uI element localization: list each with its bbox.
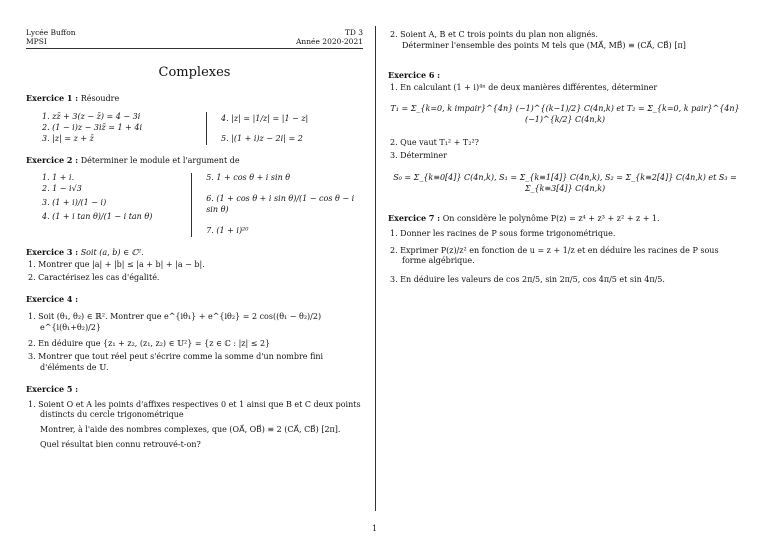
document-title: Complexes bbox=[158, 64, 231, 80]
list-item: 3. (1 + i)/(1 − i) bbox=[42, 198, 107, 208]
list-item: 5. |(1 + i)z − 2i| = 2 bbox=[221, 133, 303, 143]
list-item: 4. |z| = |1/z| = |1 − z| bbox=[221, 114, 309, 124]
right-column bbox=[388, 28, 742, 286]
list-item: 3. |z| = z + z̄ bbox=[42, 133, 94, 143]
exercise-heading: Exercice 7 : bbox=[388, 212, 441, 223]
list-item: 4. (1 + i tan θ)/(1 − i tan θ) bbox=[42, 211, 153, 221]
page-number: 1 bbox=[372, 524, 378, 533]
list-item: 1. 1 + i. bbox=[42, 173, 75, 183]
exercise-heading: Exercice 1 : bbox=[26, 93, 79, 104]
exercise-3 bbox=[26, 247, 363, 284]
list-item: 5. 1 + cos θ + i sin θ bbox=[206, 173, 291, 183]
exercise-intro: On considère le polynôme P(z) = z⁴ + z³ + z² + z + 1. bbox=[442, 213, 660, 223]
exercise-heading: Exercice 4 : bbox=[26, 294, 79, 305]
exercise-2 bbox=[26, 155, 363, 237]
formula-t1-t2: T₁ = Σ_{k=0, k impair}^{4n} (−1)^{(k−1)/2} C(4n,k) et T₂ = Σ_{k=0, k pair}^{4n} (−1)^{k/2} C(4n,k) bbox=[390, 104, 740, 124]
list-item: 1. Montrer que |a| + |b| ≤ |a + b| + |a − b|. bbox=[28, 260, 205, 270]
list-item: 3. Déterminer bbox=[390, 150, 447, 160]
list-item: 2. 1 − i√3 bbox=[42, 184, 82, 194]
exercise-6 bbox=[388, 70, 742, 195]
list-item: 2. Soient A, B et C trois points du plan non alignés. bbox=[390, 30, 598, 39]
list-item: 1. Soit (θ₁, θ₂) ∈ ℝ². Montrer que e^{iθ₁} + e^{iθ₂} = 2 cos((θ₁ − θ₂)/2) e^{i(θ₁+θ₂)/2} bbox=[28, 311, 322, 332]
td-number: TD 3 bbox=[344, 28, 363, 37]
list-item: 1. Soient O et A les points d'affixes respectives 0 et 1 ainsi que B et C deux points distincts du cercle trigonométrique bbox=[28, 399, 361, 420]
list-item: 2. Que vaut T₁² + T₂²? bbox=[390, 137, 479, 147]
list-item: Quel résultat bien connu retrouvé-t-on? bbox=[40, 440, 201, 450]
list-item: 7. (1 + i)²⁰ bbox=[206, 225, 249, 235]
page-header bbox=[26, 28, 363, 49]
list-item: 2. Caractérisez les cas d'égalité. bbox=[28, 273, 160, 283]
list-item: 3. Montrer que tout réel peut s'écrire comme la somme d'un nombre fini d'éléments de 𝕌. bbox=[28, 352, 324, 373]
exercise-intro: Résoudre bbox=[80, 94, 120, 104]
exercise-4 bbox=[26, 294, 363, 374]
list-item: 1. En calculant (1 + i)⁴ⁿ de deux manières différentes, déterminer bbox=[390, 83, 658, 93]
list-item: Montrer, à l'aide des nombres complexes, que (OA⃗, OB⃗) ≡ 2 (CA⃗, CB⃗) [2π]. bbox=[40, 425, 341, 435]
column-divider bbox=[375, 26, 376, 511]
formula-s-sums: S₀ = Σ_{k≡0[4]} C(4n,k), S₁ = Σ_{k≡1[4]} C(4n,k), S₂ = Σ_{k≡2[4]} C(4n,k) et S₃ = Σ_{k≡3[4]} C(4n,k) bbox=[393, 173, 737, 194]
list-item: 2. En déduire que {z₁ + z₂, (z₁, z₂) ∈ 𝕌²} = {z ∈ ℂ : |z| ≤ 2} bbox=[28, 339, 271, 349]
list-item: 1. Donner les racines de P sous forme trigonométrique. bbox=[390, 228, 616, 238]
exercise-1 bbox=[26, 93, 363, 144]
school-name: Lycée Buffon bbox=[26, 28, 76, 37]
exercise-heading: Exercice 5 : bbox=[26, 383, 79, 394]
exercise-intro: Soit (a, b) ∈ ℂ². bbox=[80, 247, 144, 257]
exercise-intro: Déterminer le module et l'argument de bbox=[80, 155, 240, 165]
left-column bbox=[26, 28, 363, 451]
list-item: 1. zz̄ + 3(z − z̄) = 4 − 3i bbox=[42, 112, 141, 122]
exercise-heading: Exercice 6 : bbox=[388, 69, 441, 80]
exercise-heading: Exercice 2 : bbox=[26, 154, 79, 165]
exercise-heading: Exercice 3 : bbox=[26, 246, 79, 257]
list-item: 3. En déduire les valeurs de cos 2π/5, sin 2π/5, cos 4π/5 et sin 4π/5. bbox=[390, 275, 665, 285]
exercise-5 bbox=[26, 384, 363, 451]
exercise-7 bbox=[388, 213, 742, 286]
class-name: MPSI bbox=[26, 37, 47, 47]
list-item: 2. (1 − i)z − 3iz̄ = 1 + 4i bbox=[42, 122, 143, 132]
list-item: 6. (1 + cos θ + i sin θ)/(1 − cos θ − i sin θ) bbox=[206, 194, 355, 215]
school-year: Année 2020-2021 bbox=[295, 37, 363, 47]
list-item: 2. Exprimer P(z)/z² en fonction de u = z + 1/z et en déduire les racines de P sous forme algébrique. bbox=[390, 245, 719, 266]
list-item: Déterminer l'ensemble des points M tels que (MA⃗, MB⃗) ≡ (CA⃗, CB⃗) [π] bbox=[402, 40, 686, 50]
